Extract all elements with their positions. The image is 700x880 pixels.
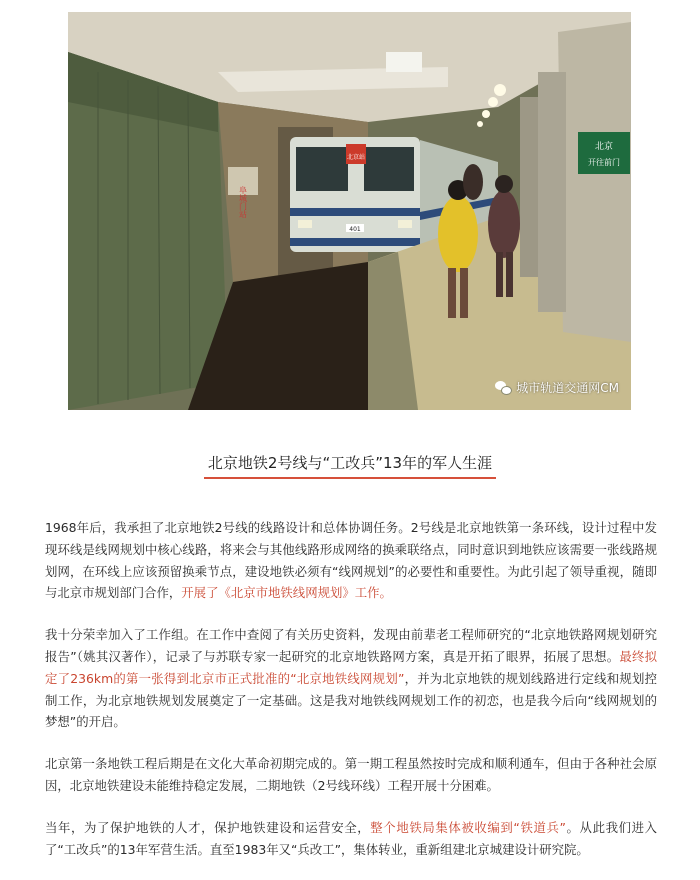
section-heading <box>0 452 700 479</box>
paragraph-1 <box>45 517 657 604</box>
watermark-text: 城市轨道交通网CM <box>516 381 619 395</box>
direction-sign-line2: 开往前门 <box>588 158 620 167</box>
wechat-icon <box>495 381 511 394</box>
train-destination-sign: 北京站 <box>346 154 366 161</box>
paragraph-text: 当年，为了保护地铁的人才，保护地铁建设和运营安全， <box>45 819 371 835</box>
highlight-text: 开展了《北京市地铁线网规划》工作。 <box>181 585 392 601</box>
article-body <box>45 517 657 880</box>
subway-photo <box>68 12 631 410</box>
paragraph-text: 我十分荣幸加入了工作组。在工作中查阅了有关历史资料，发现由前辈老工程师研究的“北京地铁路网规划研究报告”（姚其汉著作），记录了与苏联专家一起研究的北京地铁路网方案，真是开拓了眼界，拓展了思想。 <box>45 627 657 664</box>
paragraph-4 <box>45 817 657 861</box>
highlight-text: 整个地铁局集体被收编到“铁道兵” <box>370 819 566 835</box>
paragraph-3 <box>45 753 657 797</box>
watermark <box>495 379 619 396</box>
highlight-text: 最终拟定了236km的第一张得到北京市正式批准的“北京地铁线网规划” <box>45 648 657 686</box>
station-sign-left: 阜城门站 <box>238 186 248 218</box>
paragraph-text: ，并为北京地铁的规划线路进行定线和规划控制工作，为北京地铁规划发展奠定了一定基础。这是我对地铁线网规划工作的初恋，也是我今后向“线网规划的梦想”的开启。 <box>45 670 658 730</box>
paragraph-2 <box>45 624 657 733</box>
train-number: 401 <box>349 226 361 233</box>
section-heading-text: 北京地铁2号线与“工改兵”13年的军人生涯 <box>204 452 496 479</box>
paragraph-text: 1968年后，我承担了北京地铁2号线的线路设计和总体协调任务。2号线是北京地铁第一条环线，设计过程中发现环线是线网规划中核心线路，将来会与其他线路形成网络的换乘联络点，同时意识到地铁应该需要一张线路规划网，在环线上应该预留换乘节点，建设地铁必须有“线网规划”的必要性和重要性。为此引起了领导重视，随即与北京市规划部门合作， <box>45 520 657 601</box>
paragraph-text: 。从此我们进入了“工改兵”的13年军营生活。直至1983年又“兵改工”，集体转业，重新组建北京城建设计研究院。 <box>45 819 658 857</box>
paragraph-text: 北京第一条地铁工程后期是在文化大革命初期完成的。第一期工程虽然按时完成和顺利通车，但由于各种社会原因，北京地铁建设未能维持稳定发展，二期地铁（2号线环线）工程开展十分困难。 <box>45 756 657 793</box>
direction-sign-line1: 北京 <box>594 142 614 152</box>
